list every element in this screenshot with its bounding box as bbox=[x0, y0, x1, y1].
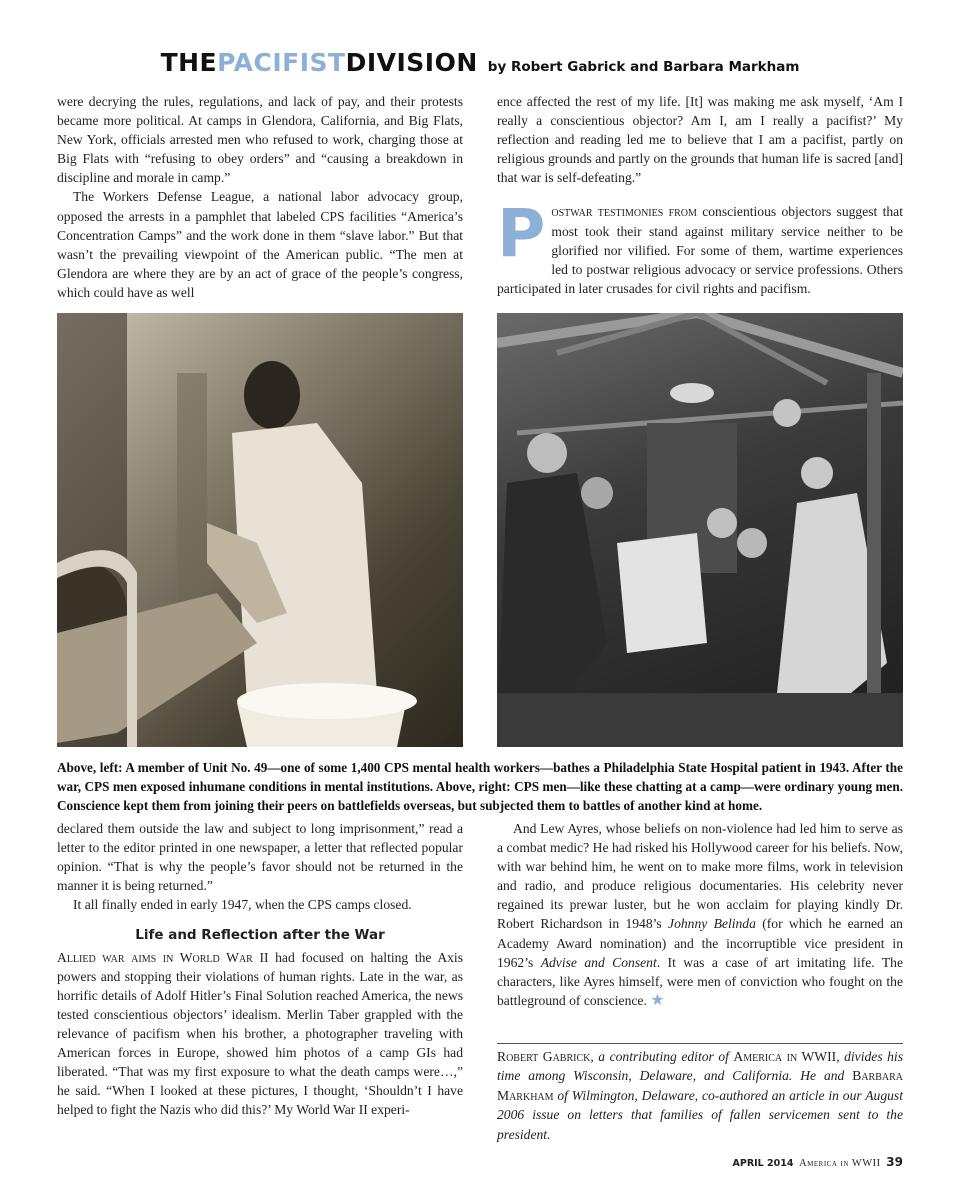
photo-right bbox=[497, 313, 903, 747]
paragraph bbox=[497, 195, 903, 297]
bio-text: of Wilmington, Delaware, co-authored an article in our August 2006 issue on letters that families of fallen servicemen sent to the president. bbox=[497, 1087, 903, 1142]
film-title: Advise and Consent bbox=[540, 954, 657, 970]
paragraph bbox=[57, 948, 463, 1120]
column-bottom-left bbox=[57, 819, 463, 1119]
byline: by Robert Gabrick and Barbara Markham bbox=[487, 59, 800, 75]
film-title: Johnny Belinda bbox=[668, 916, 756, 932]
title-the: THE bbox=[160, 48, 218, 77]
column-bottom-right bbox=[497, 819, 903, 1010]
paragraph: were decrying the rules, regulations, and lack of pay, and their protests became more political. At camps in Glendora, California, and Big Flats, New York, officials arrested men who refused to work, charging those at Big Flats with “refusing to obey orders” and “causing a breakdown in discipline and morale in camp.” bbox=[57, 94, 463, 186]
paragraph: The Workers Defense League, a national labor advocacy group, opposed the arrests in a pamphlet that labeled CPS facilities “America’s Concentration Camps” and the work done in them “slave labor.” But that wasn’t the prevailing viewpoint of the American public. “The men at Glendora are where they are by an act of grace of the people’s congress, which could have as well bbox=[57, 189, 463, 300]
bio-text: , a contributing editor of bbox=[590, 1049, 734, 1064]
bio-divider bbox=[497, 1043, 903, 1044]
paragraph: It all finally ended in early 1947, when the CPS camps closed. bbox=[73, 897, 412, 913]
section-subhead: Life and Reflection after the War bbox=[135, 927, 385, 944]
page-footer bbox=[733, 1155, 904, 1169]
paragraph bbox=[497, 819, 903, 1010]
end-star-icon: ★ bbox=[650, 991, 665, 1009]
drop-cap: P bbox=[497, 195, 546, 273]
issue-date: APRIL 2014 bbox=[732, 1158, 794, 1169]
page-header bbox=[0, 48, 960, 77]
page-number: 39 bbox=[886, 1155, 903, 1169]
lead-in: Allied war aims in World War II bbox=[57, 949, 269, 965]
orderly-bathing-patient-icon bbox=[57, 313, 463, 747]
author-bio bbox=[497, 1047, 903, 1144]
text: And Lew Ayres, whose beliefs on non-violence had led him to serve as a combat medic? He had risked his Hollywood career for his beliefs. Now, with war behind him, he went on to make more films, work in television and radio, and produce religious documentaries. His celebrity never regained its prewar luster, but he won acclaim for playing kindly Dr. Robert Richardson in 1948’s bbox=[497, 821, 903, 932]
title-pacifist: PACIFIST bbox=[217, 48, 346, 77]
paragraph: declared them outside the law and subject to long imprisonment,” read a letter to the editor printed in one newspaper, a letter that reflected popular opinion. “That is why the people’s favor should not be returned in the manner it is being returned.” bbox=[57, 821, 463, 894]
paragraph: ence affected the rest of my life. [It] was making me ask myself, ‘Am I really a conscientious objector? Am I, am I really a pacifist?’ My reflection and reading led me to believe that I am a pacifist, partly on religious grounds and partly on the grounds that human life is sacred [and] that war is self-defeating.” bbox=[497, 94, 903, 186]
text: . It was a case of art imitating life. The characters, like Ayres himself, were men of conviction who fought on the battleground of conscience. bbox=[497, 954, 904, 1008]
column-top-left bbox=[57, 92, 463, 302]
column-top-right bbox=[497, 92, 903, 298]
paragraph-text: conscientious objectors suggest that most took their stand against military service neither to be glorified nor vilified. For some of them, wartime experiences led to postwar religious advocacy or service professions. Others participated in later crusades for civil rights and pacifism. bbox=[497, 204, 903, 296]
magazine-title: America in WWII bbox=[799, 1158, 881, 1169]
photo-left bbox=[57, 313, 463, 747]
photo-caption: Above, left: A member of Unit No. 49—one of some 1,400 CPS mental health workers—bathes a Philadelphia State Hospital patient in 1943. After the war, CPS men exposed inhumane conditions in mental institutions. Above, right: CPS men—like these chatting at a camp—were ordinary young men. Conscience kept them from joining their peers on battlefields overseas, but subjected them to battles of another kind at home. bbox=[57, 760, 903, 813]
lead-in: ostwar testimonies from bbox=[551, 204, 697, 220]
text: (for which he earned an Academy Award nomination) and the incorruptible vice president in 1962’s bbox=[497, 916, 903, 970]
title-division: DIVISION bbox=[345, 48, 478, 77]
author-name: Robert Gabrick bbox=[497, 1049, 591, 1064]
cps-men-in-cabin-icon bbox=[497, 313, 903, 747]
author-name: Barbara Markham bbox=[497, 1068, 903, 1103]
magazine-name: America in WWII bbox=[733, 1049, 837, 1064]
bio-text: , divides his time among Wisconsin, Delaware, and California. He and bbox=[497, 1049, 903, 1084]
paragraph-text: had focused on halting the Axis powers and stopping their violations of human rights. Late in the war, as horrific details of Adolf Hitler’s Final Solution reached America, the news tested conscientious objectors’ idealism. Merlin Taber grappled with the relevance of pacifism when his brother, a photographer traveling with American forces in Europe, showed him photos of a camp GIs had liberated. “That was my first exposure to what the death camps were…,” he said. “When I looked at these pictures, I thought, ‘Shouldn’t I have helped to fight the Nazis who did this?’ My World War II experi- bbox=[57, 949, 463, 1118]
